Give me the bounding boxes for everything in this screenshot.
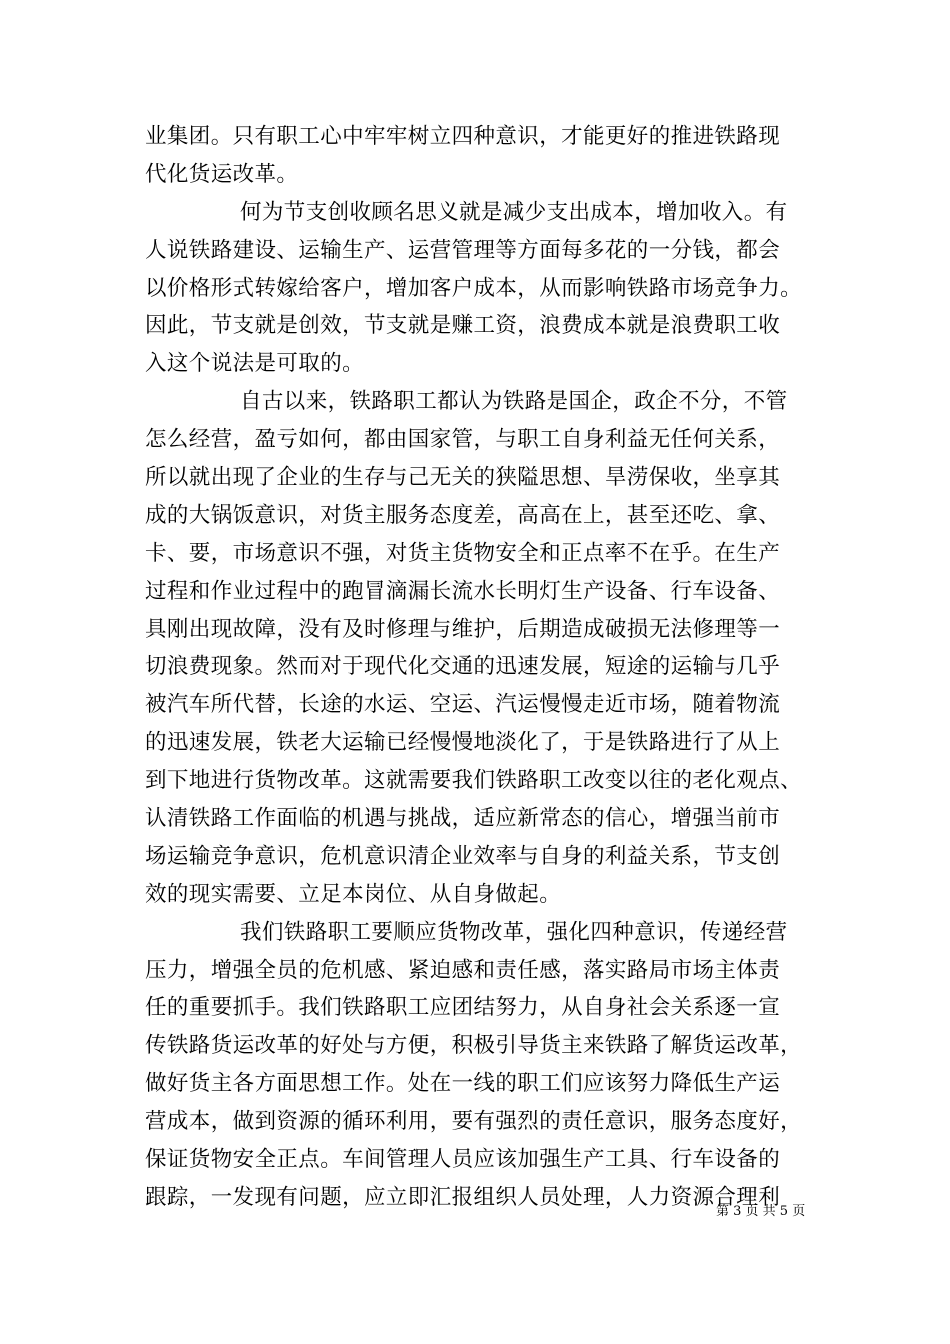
text-line: 自古以来，铁路职工都认为铁路是国企，政企不分，不管 — [240, 389, 788, 415]
text-line: 业集团。只有职工心中牢牢树立四种意识，才能更好的推进铁路现 — [145, 124, 781, 149]
text-line: 我们铁路职工要顺应货物改革，强化四种意识，传递经营 — [240, 919, 788, 945]
text-line: 成的大锅饭意识，对货主服务态度差，高高在上，甚至还吃、拿、 — [145, 502, 781, 528]
text-line: 人说铁路建设、运输生产、运营管理等方面每多花的一分钱，都会 — [145, 237, 781, 263]
text-line: 做好货主各方面思想工作。处在一线的职工们应该努力降低生产运 — [145, 1071, 781, 1097]
text-line: 效的现实需要、立足本岗位、从自身做起。 — [145, 881, 562, 907]
text-line: 代化货运改革。 — [145, 161, 299, 187]
text-line: 传铁路货运改革的好处与方便，积极引导货主来铁路了解货运改革， — [145, 1033, 803, 1059]
text-line: 被汽车所代替，长途的水运、空运、汽运慢慢走近市场，随着物流 — [145, 692, 781, 718]
text-line: 切浪费现象。然而对于现代化交通的迅速发展，短途的运输与几乎 — [145, 654, 781, 680]
text-line: 认清铁路工作面临的机遇与挑战，适应新常态的信心，增强当前市 — [145, 806, 781, 832]
text-line: 因此，节支就是创效，节支就是赚工资，浪费成本就是浪费职工收 — [145, 313, 781, 339]
text-line: 以价格形式转嫁给客户，增加客户成本，从而影响铁路市场竞争力。 — [145, 275, 803, 301]
text-line: 保证货物安全正点。车间管理人员应该加强生产工具、行车设备的 — [145, 1147, 781, 1173]
text-line: 所以就出现了企业的生存与己无关的狭隘思想、旱涝保收，坐享其 — [145, 465, 781, 491]
text-line: 具刚出现故障，没有及时修理与维护，后期造成破损无法修理等一 — [145, 616, 781, 642]
text-line: 入这个说法是可取的。 — [145, 351, 365, 377]
text-line: 何为节支创收顾名思义就是减少支出成本，增加收入。有 — [240, 199, 788, 225]
text-line: 到下地进行货物改革。这就需要我们铁路职工改变以往的老化观点、 — [145, 768, 803, 794]
text-line: 过程和作业过程中的跑冒滴漏长流水长明灯生产设备、行车设备、 — [145, 578, 781, 604]
text-line: 任的重要抓手。我们铁路职工应团结努力，从自身社会关系逐一宣 — [145, 995, 781, 1021]
text-line: 营成本，做到资源的循环利用，要有强烈的责任意识，服务态度好， — [145, 1109, 803, 1135]
text-line: 压力，增强全员的危机感、紧迫感和责任感，落实路局市场主体责 — [145, 957, 781, 983]
page-footer: 第 3 页 共 5 页 — [716, 1204, 806, 1219]
body-text — [145, 118, 817, 1217]
text-line: 场运输竞争意识，危机意识清企业效率与自身的利益关系，节支创 — [145, 843, 781, 869]
text-line: 怎么经营，盈亏如何，都由国家管，与职工自身利益无任何关系， — [145, 427, 781, 453]
text-line: 的迅速发展，铁老大运输已经慢慢地淡化了，于是铁路进行了从上 — [145, 730, 781, 756]
text-line: 跟踪，一发现有问题，应立即汇报组织人员处理，人力资源合理利 — [145, 1184, 781, 1210]
text-line: 卡、要，市场意识不强，对货主货物安全和正点率不在乎。在生产 — [145, 540, 781, 566]
